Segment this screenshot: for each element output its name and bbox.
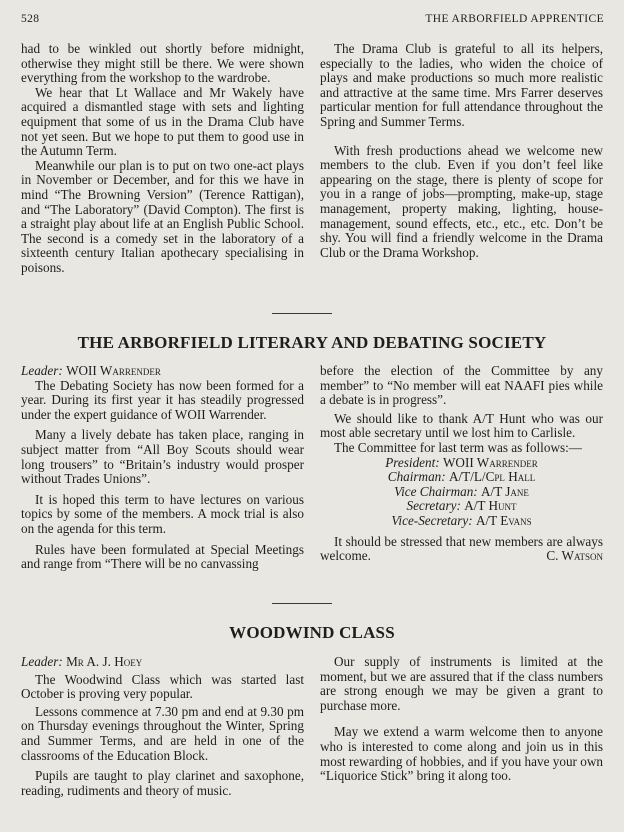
committee-member: Vice Chairman: A/T Jane <box>394 483 529 499</box>
leader-label: Leader: <box>21 654 63 669</box>
drama-paragraph: We hear that Lt Wallace and Mr Wakely have acquired a dismantled stage with sets and lighting equipment that some of us in the Drama Club have not yet seen. But we hope to put them to good use in the Autumn Term. <box>21 84 304 159</box>
committee-list <box>320 456 603 529</box>
running-title: THE ARBORFIELD APPRENTICE <box>425 13 604 25</box>
drama-paragraph: The Drama Club is grateful to all its helpers, especially to the ladies, who widen the choice of plays and make productions so much more realistic and attractive at the same time. Mrs Farrer deserves particular mention for full attendance throughout the Spring and Summer Terms. <box>320 41 603 129</box>
debating-closing: It should be stressed that new members are always welcome. C. Watson <box>320 533 603 564</box>
woodwind-title: WOODWIND CLASS <box>229 623 395 642</box>
committee-intro: The Committee for last term was as follows:— <box>334 439 582 455</box>
debating-leader <box>21 364 304 379</box>
debating-paragraph: It is hoped this term to have lectures on various topics by some of the members. A mock trial is also on the agenda for this term. <box>21 491 304 536</box>
woodwind-paragraph: The Woodwind Class which was started last October is proving very popular. <box>21 671 304 702</box>
drama-paragraph: Meanwhile our plan is to put on two one-act plays in November or December, and for this we have in mind “The Browning Version” (Terence Rattigan), and “The Laboratory” (David Compton). The first is a straight play about life at an English Public School. The second is a comedy set in the laboratory of a sixteenth century Italian apothecary specialising in poisons. <box>21 157 304 275</box>
woodwind-paragraph: Pupils are taught to play clarinet and saxophone, reading, rudiments and theory of music. <box>21 768 304 798</box>
woodwind-leader <box>21 655 304 670</box>
woodwind-paragraph: Our supply of instruments is limited at the moment, but we are assured that if the class numbers are strong enough we may be given a grant to purchase more. <box>320 654 603 713</box>
drama-paragraph: had to be winkled out shortly before midnight, otherwise they might still be there. We were shown everything from the workshop to the wardrobe. <box>21 41 304 86</box>
woodwind-paragraph: Lessons commence at 7.30 pm and end at 9.30 pm on Thursday evenings throughout the Winter, Spring and Summer Terms, and are held in one of the classrooms of the Education Block. <box>21 703 304 763</box>
debating-signature: C. Watson <box>546 548 603 564</box>
debating-paragraph: We should like to thank A/T Hunt who was our most able secretary until we lost him to Carlisle. <box>320 410 603 441</box>
leader-name: Mr A. J. Hoey <box>66 654 143 669</box>
page-number: 528 <box>21 13 40 25</box>
committee-member: President: WOII Warrender <box>385 454 538 470</box>
debating-paragraph: before the election of the Committee by any member” to “No member will eat NAAFI pies while a debate is in progress”. <box>320 363 603 408</box>
debating-paragraph: Many a lively debate has taken place, ranging in subject matter from “All Boy Scouts should wear long trousers” to “Britain’s industry would prosper without Trades Unions”. <box>21 427 304 487</box>
page-header <box>21 12 604 28</box>
drama-left-column <box>21 42 304 276</box>
woodwind-paragraph: May we extend a warm welcome then to anyone who is interested to come along and join us in this most rewarding of hobbies, and if you have your own “Liquorice Stick” bring it along too. <box>320 724 603 784</box>
woodwind-right-column <box>320 655 603 784</box>
drama-paragraph: With fresh productions ahead we welcome new members to the club. Even if you don’t feel like appearing on the stage, there is plenty of scope for you in a range of jobs—prompting, make-up, stage management, property making, lighting, house-management, sound effects, etc., etc., etc. Don’t be shy. You will find a friendly welcome in the Drama Club or the Drama Workshop. <box>320 142 603 260</box>
debating-paragraph: Rules have been formulated at Special Meetings and range from “There will be no canvassing <box>21 541 304 572</box>
section-divider <box>272 313 332 314</box>
debating-right-column <box>320 364 603 564</box>
debating-paragraph: The Debating Society has now been formed for a year. During its first year it has steadily progressed under the expert guidance of WOII Warrender. <box>21 377 304 422</box>
committee-member: Vice-Secretary: A/T Evans <box>391 512 532 528</box>
woodwind-left-column <box>21 655 304 798</box>
debating-left-column <box>21 364 304 572</box>
leader-label: Leader: <box>21 363 63 378</box>
section-divider <box>272 603 332 604</box>
committee-member: Secretary: A/T Hunt <box>406 498 517 514</box>
committee-member: Chairman: A/T/L/Cpl Hall <box>387 469 536 485</box>
debating-title: THE ARBORFIELD LITERARY AND DEBATING SOCIETY <box>77 333 547 352</box>
leader-name: WOII Warrender <box>66 363 161 378</box>
drama-right-column <box>320 42 603 260</box>
